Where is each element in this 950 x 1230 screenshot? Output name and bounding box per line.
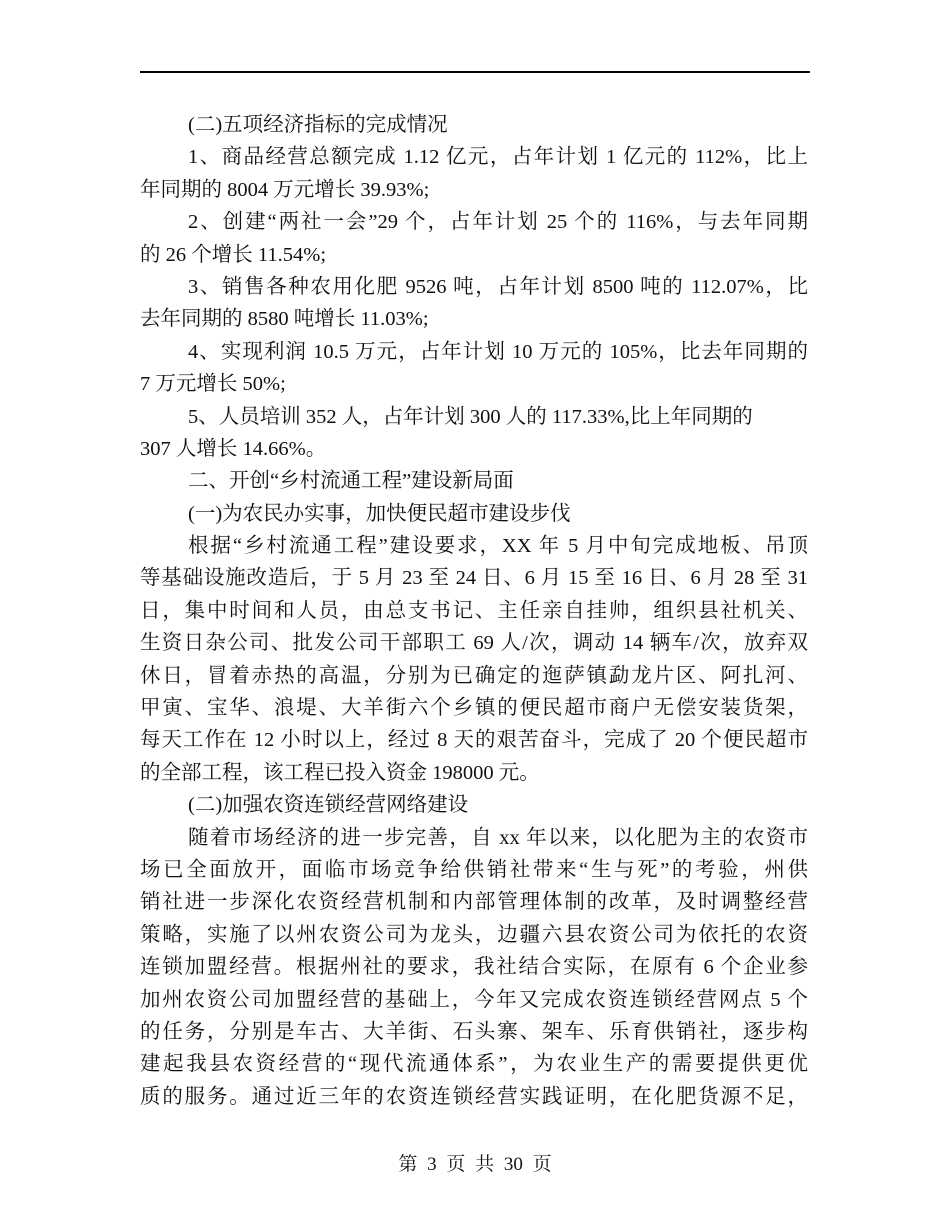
paragraph-supermarket-construction (140, 530, 808, 789)
text-line: 年同期的 8004 万元增长 39.93%; (140, 178, 430, 201)
text-line: 3、销售各种农用化肥 9526 吨，占年计划 8500 吨的 112.07%，比 (188, 275, 808, 298)
page-footer: 第 3 页 共 30 页 (398, 1154, 552, 1175)
text-line: 的全部工程，该工程已投入资金 198000 元。 (140, 761, 540, 784)
subsection-heading-indicators (140, 109, 808, 141)
text-line: 日，集中时间和人员，由总支书记、主任亲自挂帅，组织县社机关、 (140, 599, 808, 622)
text-line: 场已全面放开，面临市场竞争给供销社带来“生与死”的考验，州供 (140, 858, 808, 881)
text-line: 连锁加盟经营。根据州社的要求，我社结合实际，在原有 6 个企业参 (140, 956, 808, 979)
paragraph-indicator-4 (140, 336, 808, 401)
text-line: (二)五项经济指标的完成情况 (188, 114, 448, 136)
paragraph-chain-operations (140, 822, 808, 1114)
text-line: 的 26 个增长 11.54%; (140, 243, 327, 266)
text-line: 7 万元增长 50%; (140, 373, 286, 396)
paragraph-indicator-3 (140, 271, 808, 336)
header-rule (140, 71, 810, 73)
text-line: 去年同期的 8580 吨增长 11.03%; (140, 308, 429, 331)
text-line: 休日，冒着赤热的高温，分别为已确定的迤萨镇勐龙片区、阿扎河、 (140, 664, 808, 687)
document-body (140, 109, 808, 1113)
text-line: 的任务，分别是车古、大羊街、石头寨、架车、乐育供销社，逐步构 (140, 1020, 808, 1043)
text-line: 销社进一步深化农资经营机制和内部管理体制的改革，及时调整经营 (140, 891, 808, 914)
text-line: 根据“乡村流通工程”建设要求，XX 年 5 月中旬完成地板、吊顶 (188, 535, 808, 558)
text-line: 每天工作在 12 小时以上，经过 8 天的艰苦奋斗，完成了 20 个便民超市 (140, 729, 808, 752)
text-line: 甲寅、宝华、浪堤、大羊街六个乡镇的便民超市商户无偿安装货架， (140, 697, 808, 720)
subsection-heading-supermarkets (140, 498, 808, 530)
text-line: 生资日杂公司、批发公司干部职工 69 人/次，调动 14 辆车/次，放弃双 (140, 632, 808, 655)
text-line: 加州农资公司加盟经营的基础上，今年又完成农资连锁经营网点 5 个 (140, 988, 808, 1011)
text-line: (一)为农民办实事，加快便民超市建设步伐 (188, 502, 571, 525)
text-line: 307 人增长 14.66%。 (140, 437, 327, 460)
text-line: (二)加强农资连锁经营网络建设 (188, 794, 469, 817)
text-line: 等基础设施改造后，于 5 月 23 至 24 日、6 月 15 至 16 日、6 月 28 至 31 (140, 567, 808, 590)
paragraph-indicator-1 (140, 141, 808, 206)
text-line: 质的服务。通过近三年的农资连锁经营实践证明，在化肥货源不足， (140, 1085, 808, 1108)
text-line: 1、商品经营总额完成 1.12 亿元，占年计划 1 亿元的 112%，比上 (188, 146, 808, 169)
subsection-heading-chain-network (140, 789, 808, 821)
text-line: 4、实现利润 10.5 万元，占年计划 10 万元的 105%，比去年同期的 (188, 340, 808, 363)
text-line: 2、创建“两社一会”29 个，占年计划 25 个的 116%，与去年同期 (188, 211, 808, 234)
text-line: 策略，实施了以州农资公司为龙头，边疆六县农资公司为依托的农资 (140, 923, 808, 946)
paragraph-indicator-2 (140, 206, 808, 271)
text-line: 5、人员培训 352 人，占年计划 300 人的 117.33%,比上年同期的 (188, 405, 753, 428)
paragraph-indicator-5 (140, 401, 808, 466)
section-heading (140, 465, 808, 497)
text-line: 建起我县农资经营的“现代流通体系”，为农业生产的需要提供更优 (140, 1053, 808, 1076)
text-line: 随着市场经济的进一步完善，自 xx 年以来，以化肥为主的农资市 (188, 826, 808, 849)
text-line: 二、开创“乡村流通工程”建设新局面 (188, 470, 514, 493)
